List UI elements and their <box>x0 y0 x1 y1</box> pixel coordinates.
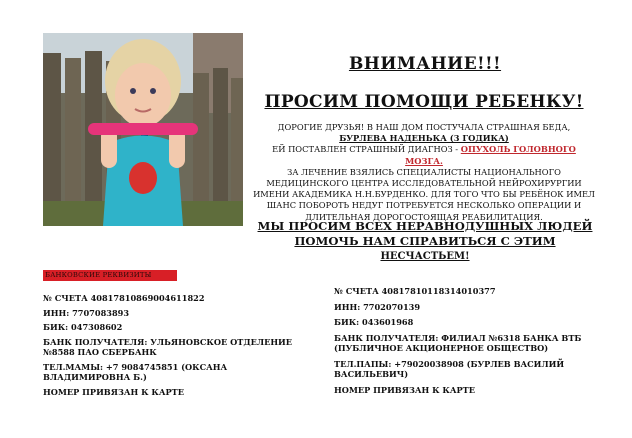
appeal-line-2: ПОМОЧЬ НАМ СПРАВИТЬСЯ С ЭТИМ <box>294 234 556 248</box>
recipient-bank: БАНК ПОЛУЧАТЕЛЯ: УЛЬЯНОВСКОЕ ОТДЕЛЕНИЕ №8588 ПАО СБЕРБАНК <box>43 336 293 357</box>
diagnosis: ОПУХОЛЬ ГОЛОВНОГО МОЗГА. <box>405 144 576 166</box>
recipient-bank: БАНК ПОЛУЧАТЕЛЯ: ФИЛИАЛ №6318 БАНКА ВТБ (ПУБЛИЧНОЕ АКЦИОНЕРНОЕ ОБЩЕСТВО) <box>334 332 582 353</box>
plea-heading: ПРОСИМ ПОМОЩИ РЕБЕНКУ! <box>264 92 584 112</box>
phone: ТЕЛ.МАМЫ: +7 9084745851 (ОКСАНА ВЛАДИМИРОВНА Б.) <box>43 361 228 382</box>
child-name: БУРЛЕВА НАДЕНЬКА (3 ГОДИКА) <box>339 133 509 144</box>
bank-details-header: БАНКОВСКИЕ РЕКВИЗИТЫ <box>43 270 177 281</box>
child-photo <box>43 33 243 226</box>
story-body: ЗА ЛЕЧЕНИЕ ВЗЯЛИСЬ СПЕЦИАЛИСТЫ НАЦИОНАЛЬНОГО МЕДИЦИНСКОГО ЦЕНТРА ИССЛЕДОВАТЕЛЬНОЙ НЕЙРОХИРУРГИИ ИМЕНИ АКАДЕМИКА Н.Н.БУРДЕНКО. ДЛЯ ТОГО ЧТО БЫ РЕБЁНОК ИМЕЛ ШАНС ПОБОРОТЬ НЕДУГ ПОТРЕБУЕТСЯ НЕСКОЛЬКО ОПЕРАЦИИ И ДЛИТЕЛЬНАЯ ДОРОГОСТОЯЩАЯ РЕАБИЛИТАЦИЯ. <box>253 166 595 222</box>
account-number: № СЧЕТА 40817810118314010377 <box>334 286 496 296</box>
inn: ИНН: 7707083893 <box>43 307 130 318</box>
father-bank-details <box>334 286 584 395</box>
account-number: № СЧЕТА 40817810869004611822 <box>43 293 205 303</box>
appeal-line-1: МЫ ПРОСИМ ВСЕХ НЕРАВНОДУШНЫХ ЛЮДЕЙ <box>257 219 593 233</box>
appeal-block <box>255 219 595 264</box>
attention-heading: ВНИМАНИЕ!!! <box>348 54 502 74</box>
mother-bank-details <box>43 293 303 397</box>
diagnosis-prefix: ЕЙ ПОСТАВЛЕН СТРАШНЫЙ ДИАГНОЗ - <box>272 144 459 155</box>
story-paragraph <box>252 122 596 223</box>
card-note: НОМЕР ПРИВЯЗАН К КАРТЕ <box>43 386 185 397</box>
phone: ТЕЛ.ПАПЫ: +79020038908 (БУРЛЕВ ВАСИЛИЙ ВАСИЛЬЕВИЧ) <box>334 358 565 379</box>
inn: ИНН: 7702070139 <box>334 301 421 312</box>
card-note: НОМЕР ПРИВЯЗАН К КАРТЕ <box>334 384 476 395</box>
bik: БИК: 043601968 <box>334 317 414 327</box>
bik: БИК: 047308602 <box>43 322 123 332</box>
story-intro: ДОРОГИЕ ДРУЗЬЯ! В НАШ ДОМ ПОСТУЧАЛА СТРАШНАЯ БЕДА, <box>277 122 571 132</box>
appeal-line-3: НЕСЧАСТЬЕМ! <box>380 251 470 262</box>
